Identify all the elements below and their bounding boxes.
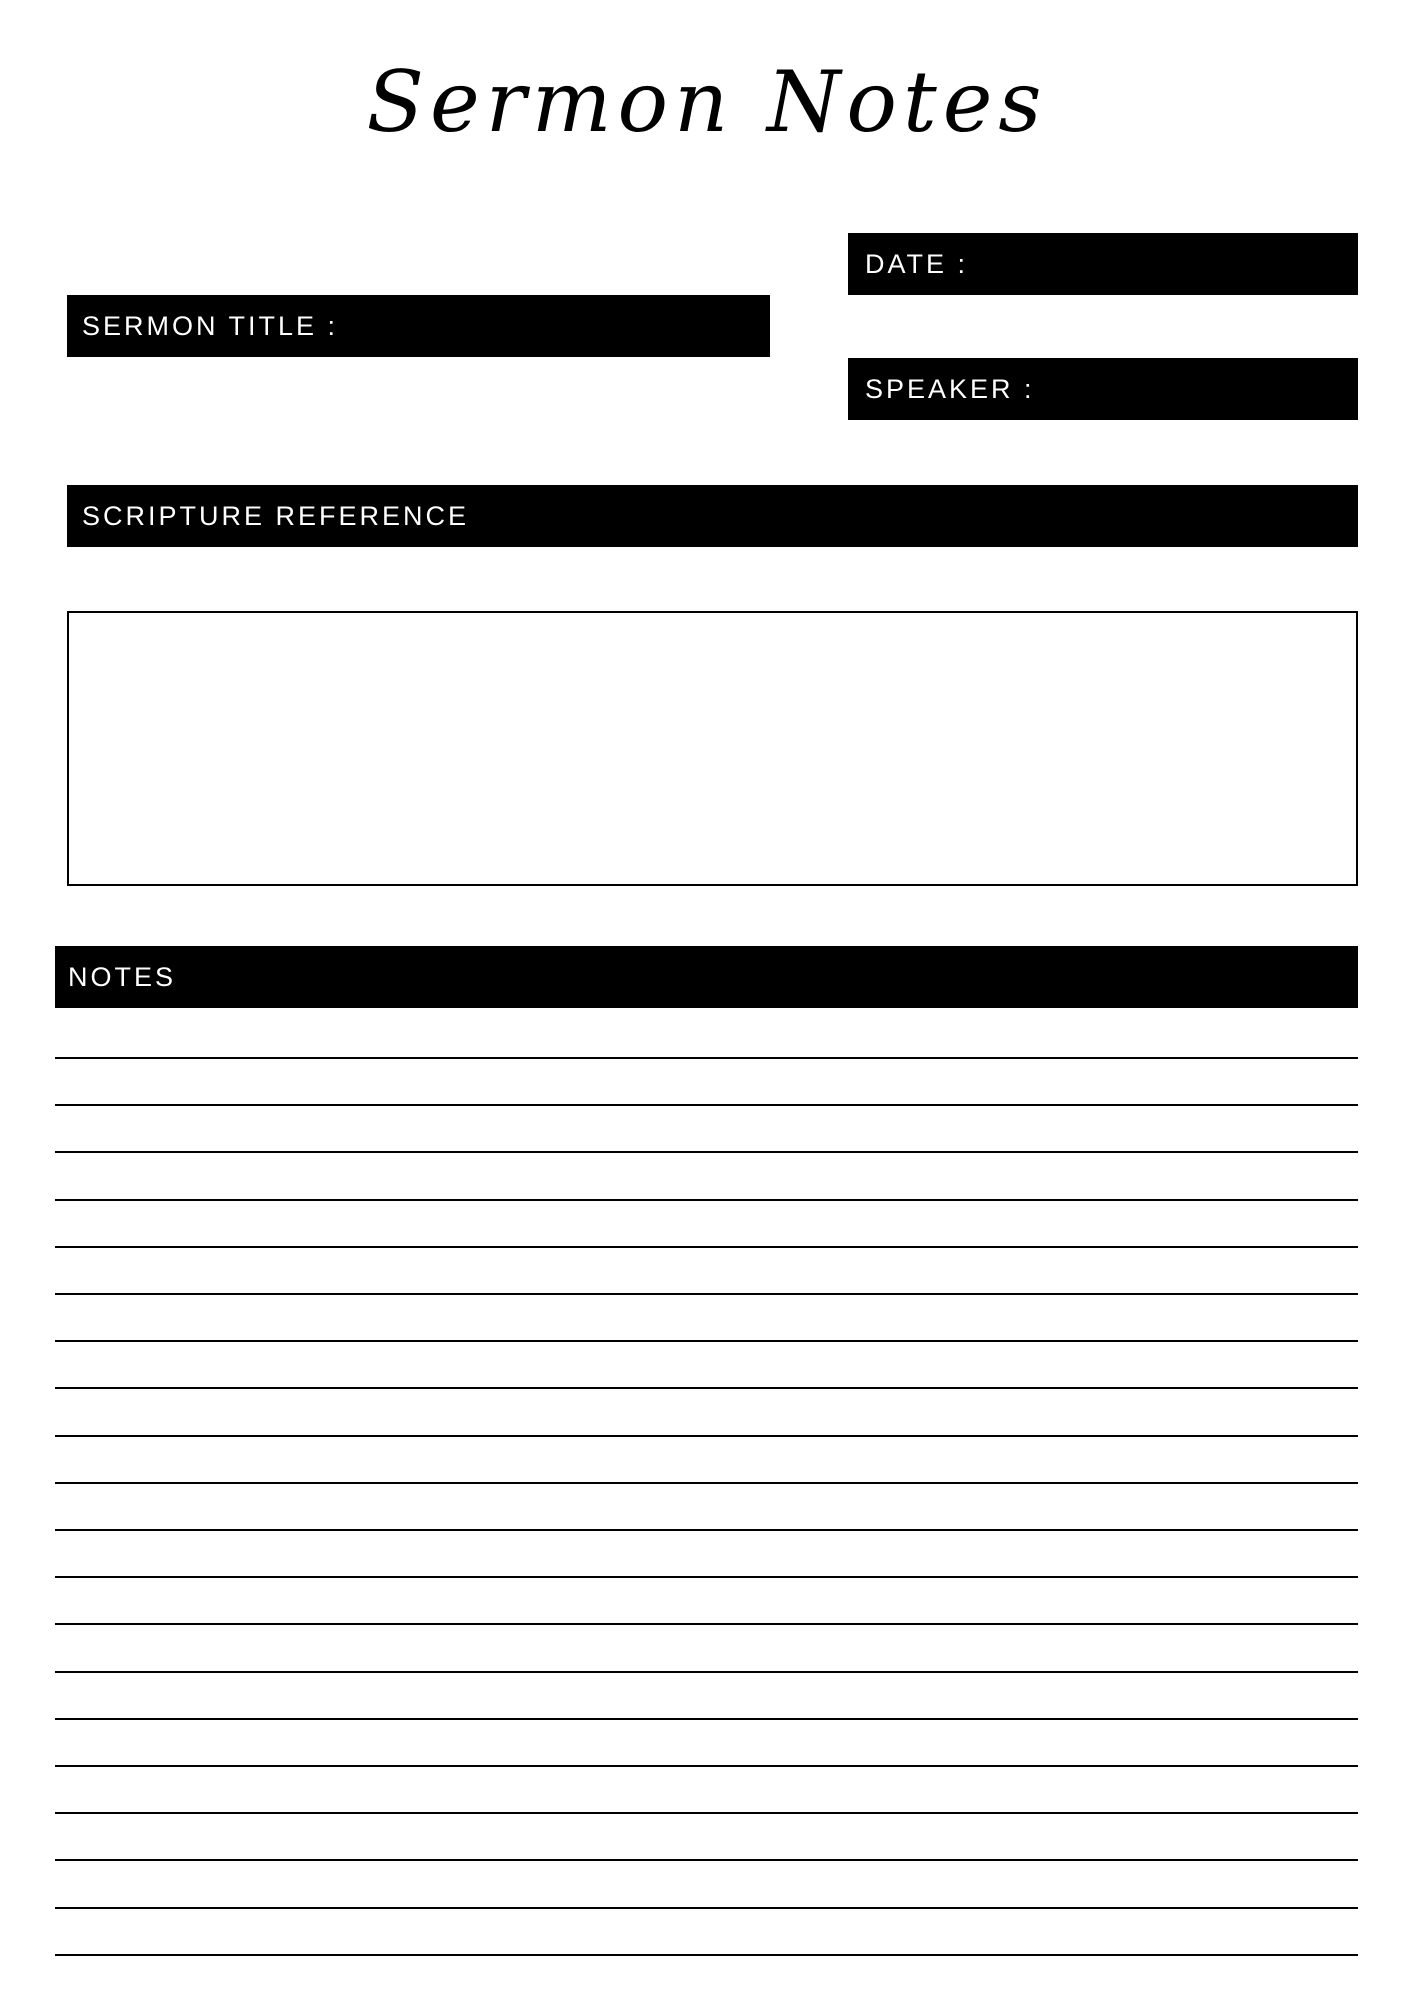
note-line <box>55 1387 1358 1389</box>
page-title: Sermon Notes <box>366 53 1048 151</box>
speaker-label: SPEAKER : <box>865 373 1035 404</box>
date-label: DATE : <box>865 248 969 279</box>
note-line <box>55 1293 1358 1295</box>
note-line <box>55 1718 1358 1720</box>
note-line <box>55 1671 1358 1673</box>
notes-lines-area[interactable] <box>55 1010 1358 1960</box>
speaker-field[interactable] <box>848 358 1358 420</box>
notes-label: NOTES <box>68 961 177 992</box>
note-line <box>55 1765 1358 1767</box>
note-line <box>55 1104 1358 1106</box>
scripture-reference-label: SCRIPTURE REFERENCE <box>82 500 470 531</box>
notes-header <box>55 946 1358 1008</box>
sermon-title-label: SERMON TITLE : <box>82 310 339 341</box>
note-line <box>55 1954 1358 1956</box>
note-line <box>55 1576 1358 1578</box>
note-line <box>55 1482 1358 1484</box>
note-line <box>55 1340 1358 1342</box>
note-line <box>55 1623 1358 1625</box>
note-line <box>55 1246 1358 1248</box>
scripture-reference-header <box>67 485 1358 547</box>
note-line <box>55 1812 1358 1814</box>
note-line <box>55 1151 1358 1153</box>
note-line <box>55 1859 1358 1861</box>
note-line <box>55 1907 1358 1909</box>
sermon-title-field[interactable] <box>67 295 770 357</box>
scripture-reference-box[interactable] <box>67 611 1358 886</box>
note-line <box>55 1057 1358 1059</box>
note-line <box>55 1529 1358 1531</box>
note-line <box>55 1199 1358 1201</box>
date-field[interactable] <box>848 233 1358 295</box>
note-line <box>55 1435 1358 1437</box>
